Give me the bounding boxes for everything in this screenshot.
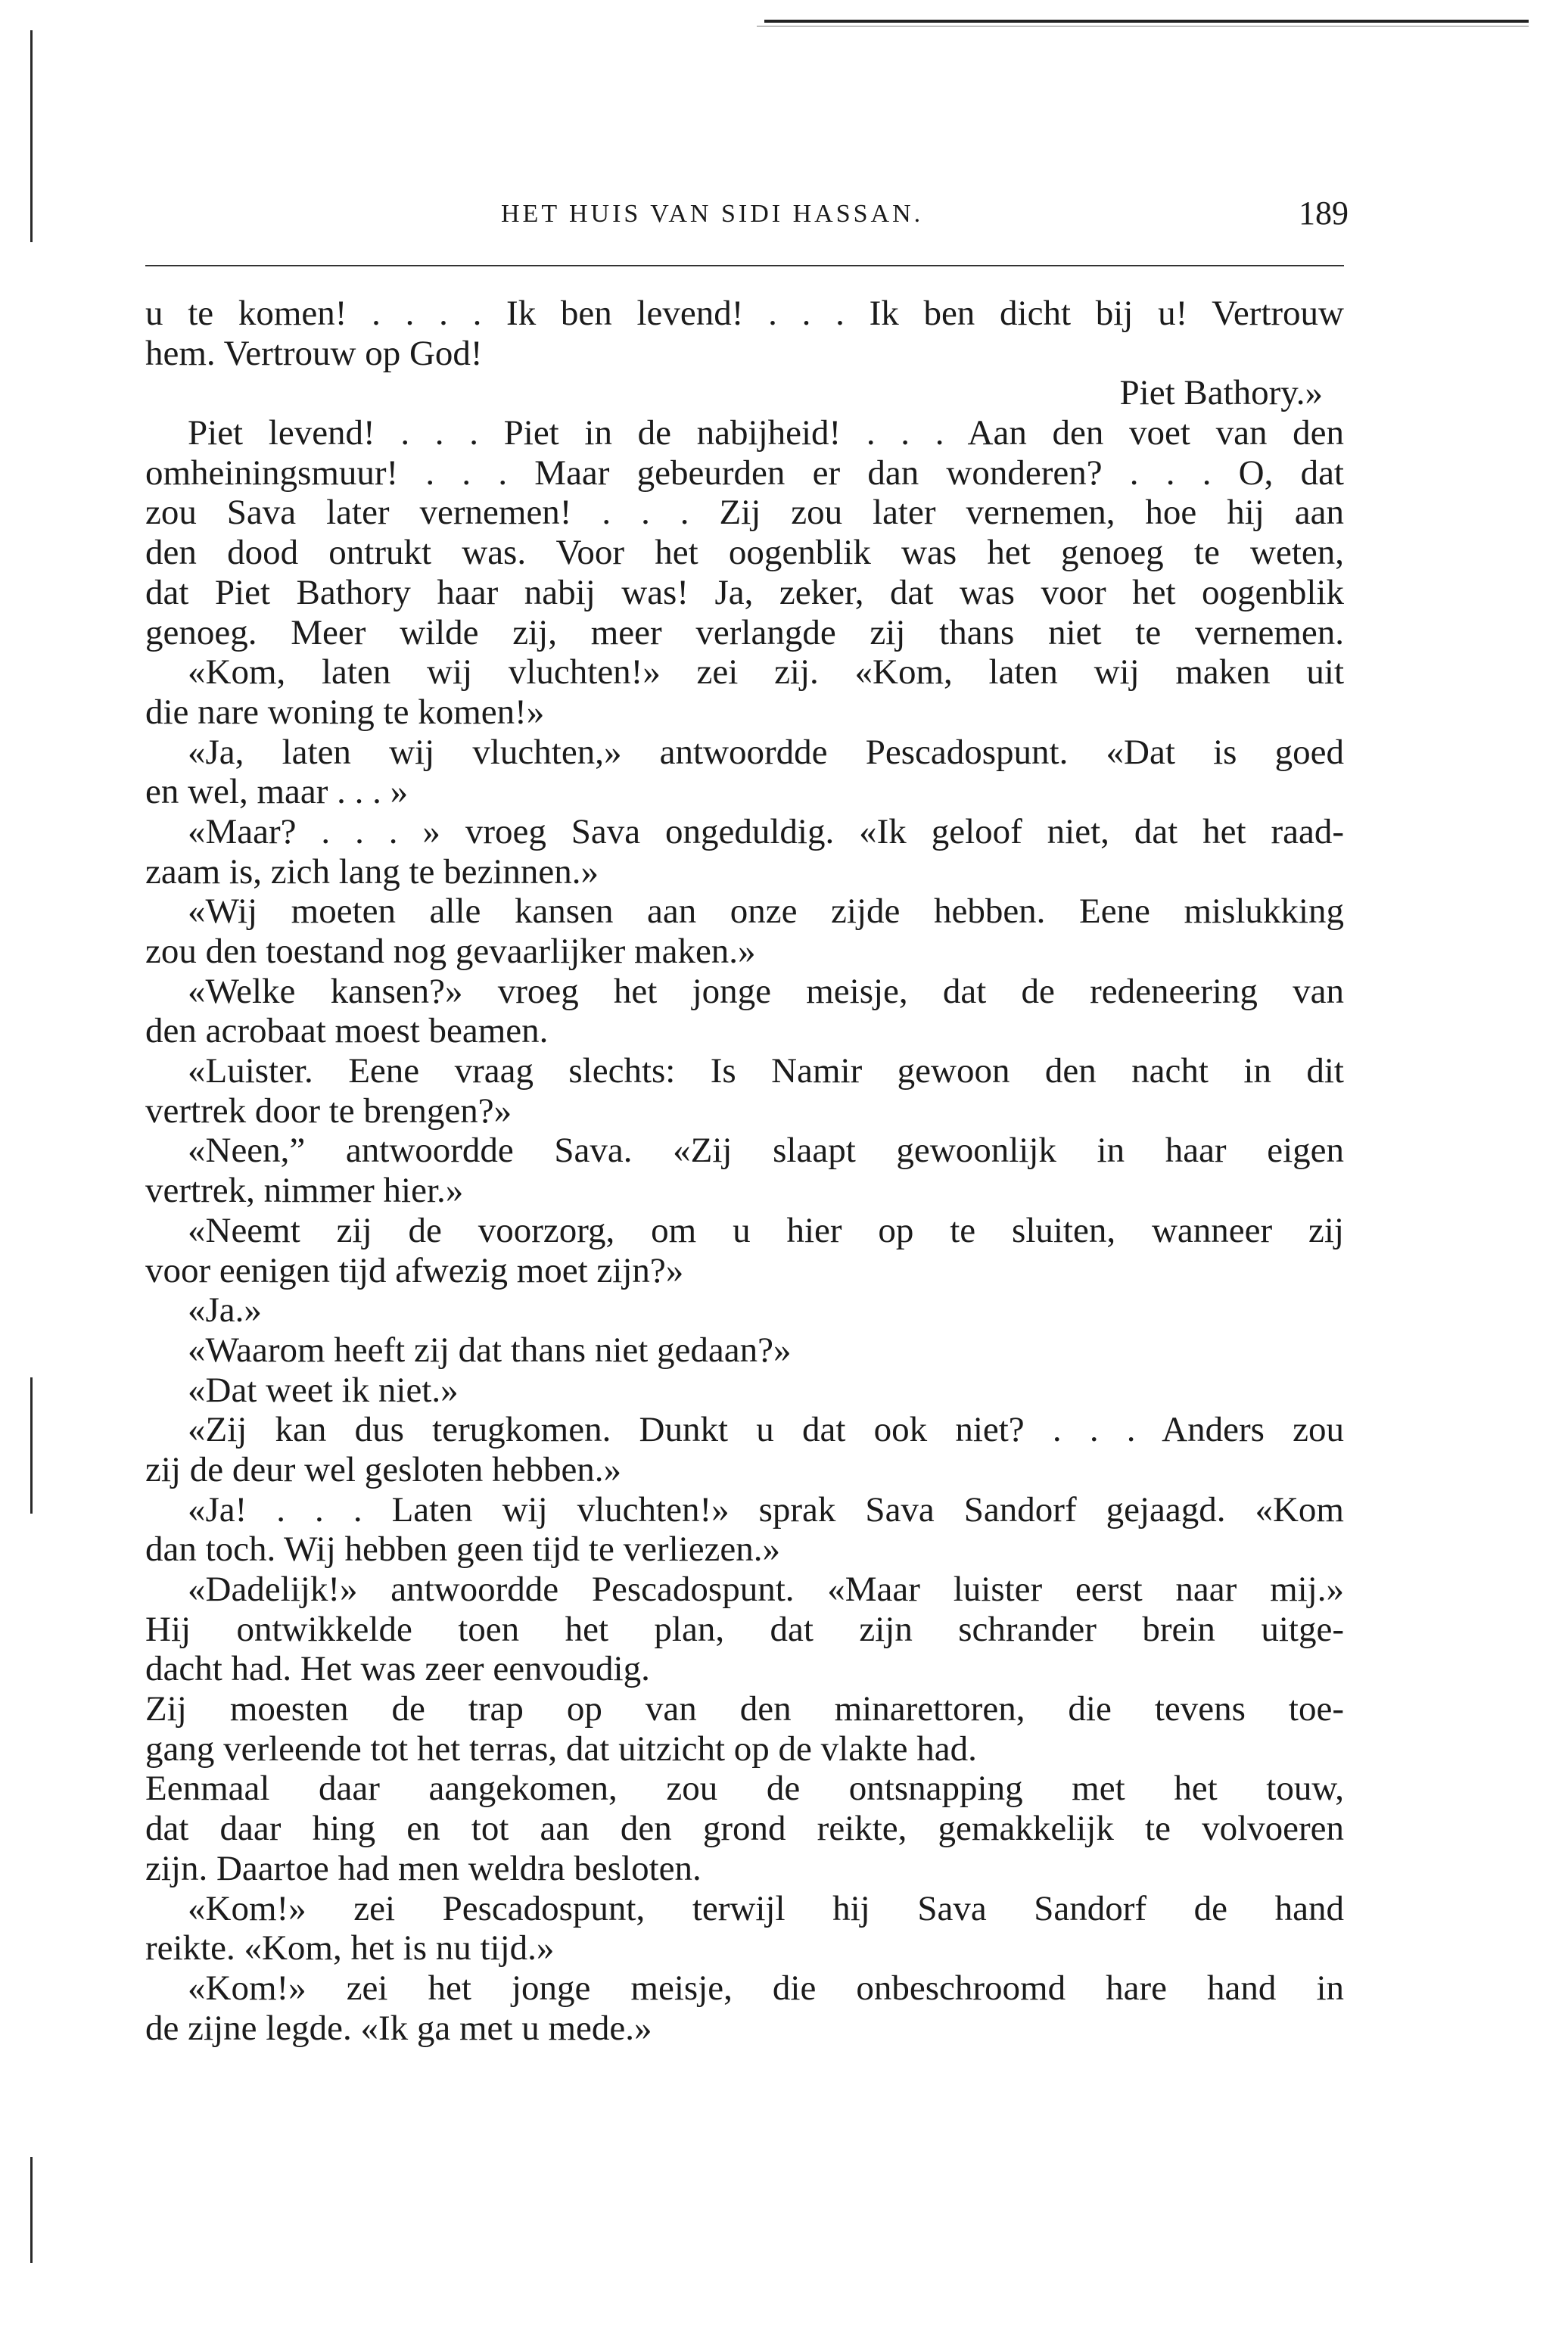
binding-mark — [30, 1377, 33, 1514]
text-line: en wel, maar . . . » — [145, 772, 409, 812]
text-line: vertrek, nimmer hier.» — [145, 1171, 464, 1211]
text-line: «Wij moeten alle kansen aan onze zijde hebben. Eene mislukking — [188, 892, 1344, 932]
text-line: reikte. «Kom, het is nu tijd.» — [145, 1928, 555, 1968]
text-line: gang verleende tot het terras, dat uitzicht op de vlakte had. — [145, 1729, 977, 1769]
text-line: «Neen,” antwoordde Sava. «Zij slaapt gewoonlijk in haar eigen — [188, 1131, 1344, 1171]
text-line: dacht had. Het was zeer eenvoudig. — [145, 1649, 650, 1689]
text-line: «Dat weet ik niet.» — [188, 1370, 459, 1410]
text-line: zijn. Daartoe had men weldra besloten. — [145, 1848, 702, 1888]
page-header — [145, 192, 1349, 238]
body-text — [145, 294, 1344, 2048]
text-line: «Maar? . . . » vroeg Sava ongeduldig. «Ik geloof niet, dat het raad- — [188, 811, 1344, 851]
text-line: «Neemt zij de voorzorg, om u hier op te sluiten, wanneer zij — [188, 1210, 1344, 1250]
text-line: Zij moesten de trap op van den minarettoren, die tevens toe- — [145, 1689, 1344, 1729]
text-line: Hij ontwikkelde toen het plan, dat zijn schrander brein uitge- — [145, 1609, 1344, 1649]
binding-mark — [30, 2157, 33, 2263]
text-line: «Welke kansen?» vroeg het jonge meisje, dat de redeneering van — [188, 971, 1344, 1011]
text-line: hem. Vertrouw op God! — [145, 333, 483, 373]
text-line: zij de deur wel gesloten hebben.» — [145, 1449, 622, 1489]
text-line: zou Sava later vernemen! . . . Zij zou later vernemen, hoe hij aan — [145, 493, 1344, 533]
text-line: «Ja! . . . Laten wij vluchten!» sprak Sava Sandorf gejaagd. «Kom — [188, 1489, 1344, 1530]
running-title: HET HUIS VAN SIDI HASSAN. — [501, 200, 924, 228]
text-line: die nare woning te komen!» — [145, 692, 545, 732]
text-line: «Kom!» zei het jonge meisje, die onbeschroomd hare hand in — [188, 1968, 1344, 2008]
text-line: Piet levend! . . . Piet in de nabijheid! . . . Aan den voet van den — [188, 413, 1344, 453]
top-edge-rule — [764, 20, 1529, 23]
text-line: dat daar hing en tot aan den grond reikte, gemakkelijk te volvoeren — [145, 1809, 1344, 1849]
text-line: «Kom, laten wij vluchten!» zei zij. «Kom, laten wij maken uit — [188, 652, 1344, 692]
header-rule — [145, 265, 1344, 266]
text-line: genoeg. Meer wilde zij, meer verlangde zij thans niet te vernemen. — [145, 612, 1344, 652]
text-line: «Waarom heeft zij dat thans niet gedaan?» — [188, 1330, 792, 1370]
text-line: «Dadelijk!» antwoordde Pescadospunt. «Maar luister eerst naar mij.» — [188, 1570, 1344, 1609]
text-line: «Kom!» zei Pescadospunt, terwijl hij Sava Sandorf de hand — [188, 1888, 1344, 1928]
text-line: dat Piet Bathory haar nabij was! Ja, zeker, dat was voor het oogenblik — [145, 572, 1344, 612]
text-line: vertrek door te brengen?» — [145, 1091, 512, 1131]
text-line: «Ja.» — [188, 1290, 262, 1330]
text-line: omheiningsmuur! . . . Maar gebeurden er dan wonderen? . . . O, dat — [145, 453, 1344, 493]
signature-line: Piet Bathory.» — [1119, 373, 1323, 413]
page-number: 189 — [1299, 194, 1349, 232]
text-line: den dood ontrukt was. Voor het oogenblik was het genoeg te weten, — [145, 533, 1344, 573]
text-line: «Luister. Eene vraag slechts: Is Namir gewoon den nacht in dit — [188, 1051, 1344, 1091]
text-line: zaam is, zich lang te bezinnen.» — [145, 851, 599, 892]
text-line: dan toch. Wij hebben geen tijd te verliezen.» — [145, 1530, 781, 1570]
text-line: den acrobaat moest beamen. — [145, 1011, 549, 1051]
text-line: «Ja, laten wij vluchten,» antwoordde Pescadospunt. «Dat is goed — [188, 732, 1344, 772]
text-line: «Zij kan dus terugkomen. Dunkt u dat ook niet? . . . Anders zou — [188, 1410, 1344, 1450]
text-line: Eenmaal daar aangekomen, zou de ontsnapping met het touw, — [145, 1769, 1344, 1809]
text-line: de zijne legde. «Ik ga met u mede.» — [145, 2008, 652, 2048]
text-line: u te komen! . . . . Ik ben levend! . . . Ik ben dicht bij u! Vertrouw — [145, 294, 1344, 333]
text-line: zou den toestand nog gevaarlijker maken.» — [145, 932, 756, 971]
binding-mark — [30, 30, 33, 242]
text-line: voor eenigen tijd afwezig moet zijn?» — [145, 1250, 684, 1290]
